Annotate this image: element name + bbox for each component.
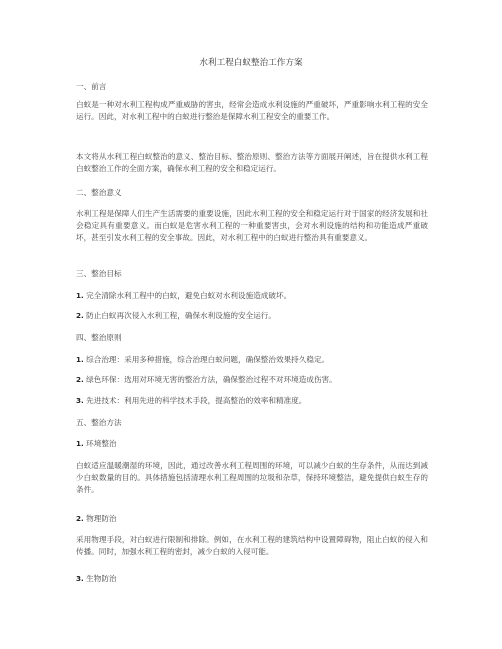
subsection-heading: 3. 生物防治 [76,574,117,583]
section-heading-significance: 二、整治意义 [76,188,122,197]
paragraph: 水利工程是保障人们生产生活需要的重要设施，因此水利工程的安全和稳定运行对于国家的经济发展和社会稳定具有重要意义。而白蚁是危害水利工程的一种重要害虫，会对水利设施的结构和功能造成严重破坏，甚至引发水利工程的安全事故。因此，对水利工程中的白蚁进行整治具有重要意义。 [76,209,428,243]
section-heading-principles: 四、整治原则 [76,333,122,342]
paragraph: 白蚁适应温暖潮湿的环境，因此，通过改善水利工程周围的环境，可以减少白蚁的生存条件，从而达到减少白蚁数量的目的。具体措施包括清理水利工程周围的垃圾和杂草，保持环境整洁，避免提供白蚁生存的条件。 [76,461,428,495]
subsection-heading: 1. 环境整治 [76,439,117,448]
section-heading-preface: 一、前言 [76,82,107,91]
list-item: 1. 完全清除水利工程中的白蚁，避免白蚁对水利设施造成破坏。 [76,291,292,300]
paragraph: 白蚁是一种对水利工程构成严重威胁的害虫，经常会造成水利设施的严重破坏，严重影响水利工程的安全运行。因此，对水利工程中的白蚁进行整治是保障水利工程安全的重要工作。 [76,100,428,122]
list-item: 2. 绿色环保：选用对环境无害的整治方法，确保整治过程不对环境造成伤害。 [76,375,337,384]
document-title: 水利工程白蚁整治工作方案 [199,58,303,68]
section-heading-goals: 三、整治目标 [76,269,122,278]
list-item: 3. 先进技术：利用先进的科学技术手段，提高整治的效率和精准度。 [76,396,307,405]
paragraph: 采用物理手段，对白蚁进行限制和排除。例如，在水利工程的建筑结构中设置障碍物，阻止白蚁的侵入和传播。同时，加强水利工程的密封，减少白蚁的入侵可能。 [76,535,428,557]
list-item: 1. 综合治理：采用多种措施，综合治理白蚁问题，确保整治效果持久稳定。 [76,355,330,364]
paragraph: 本文将从水利工程白蚁整治的意义、整治目标、整治原则、整治方法等方面展开阐述，旨在提供水利工程白蚁整治工作的全面方案，确保水利工程的安全和稳定运行。 [76,152,428,174]
list-item: 2. 防止白蚁再次侵入水利工程，确保水利设施的安全运行。 [76,311,276,320]
section-heading-methods: 五、整治方法 [76,418,122,427]
subsection-heading: 2. 物理防治 [76,514,117,523]
